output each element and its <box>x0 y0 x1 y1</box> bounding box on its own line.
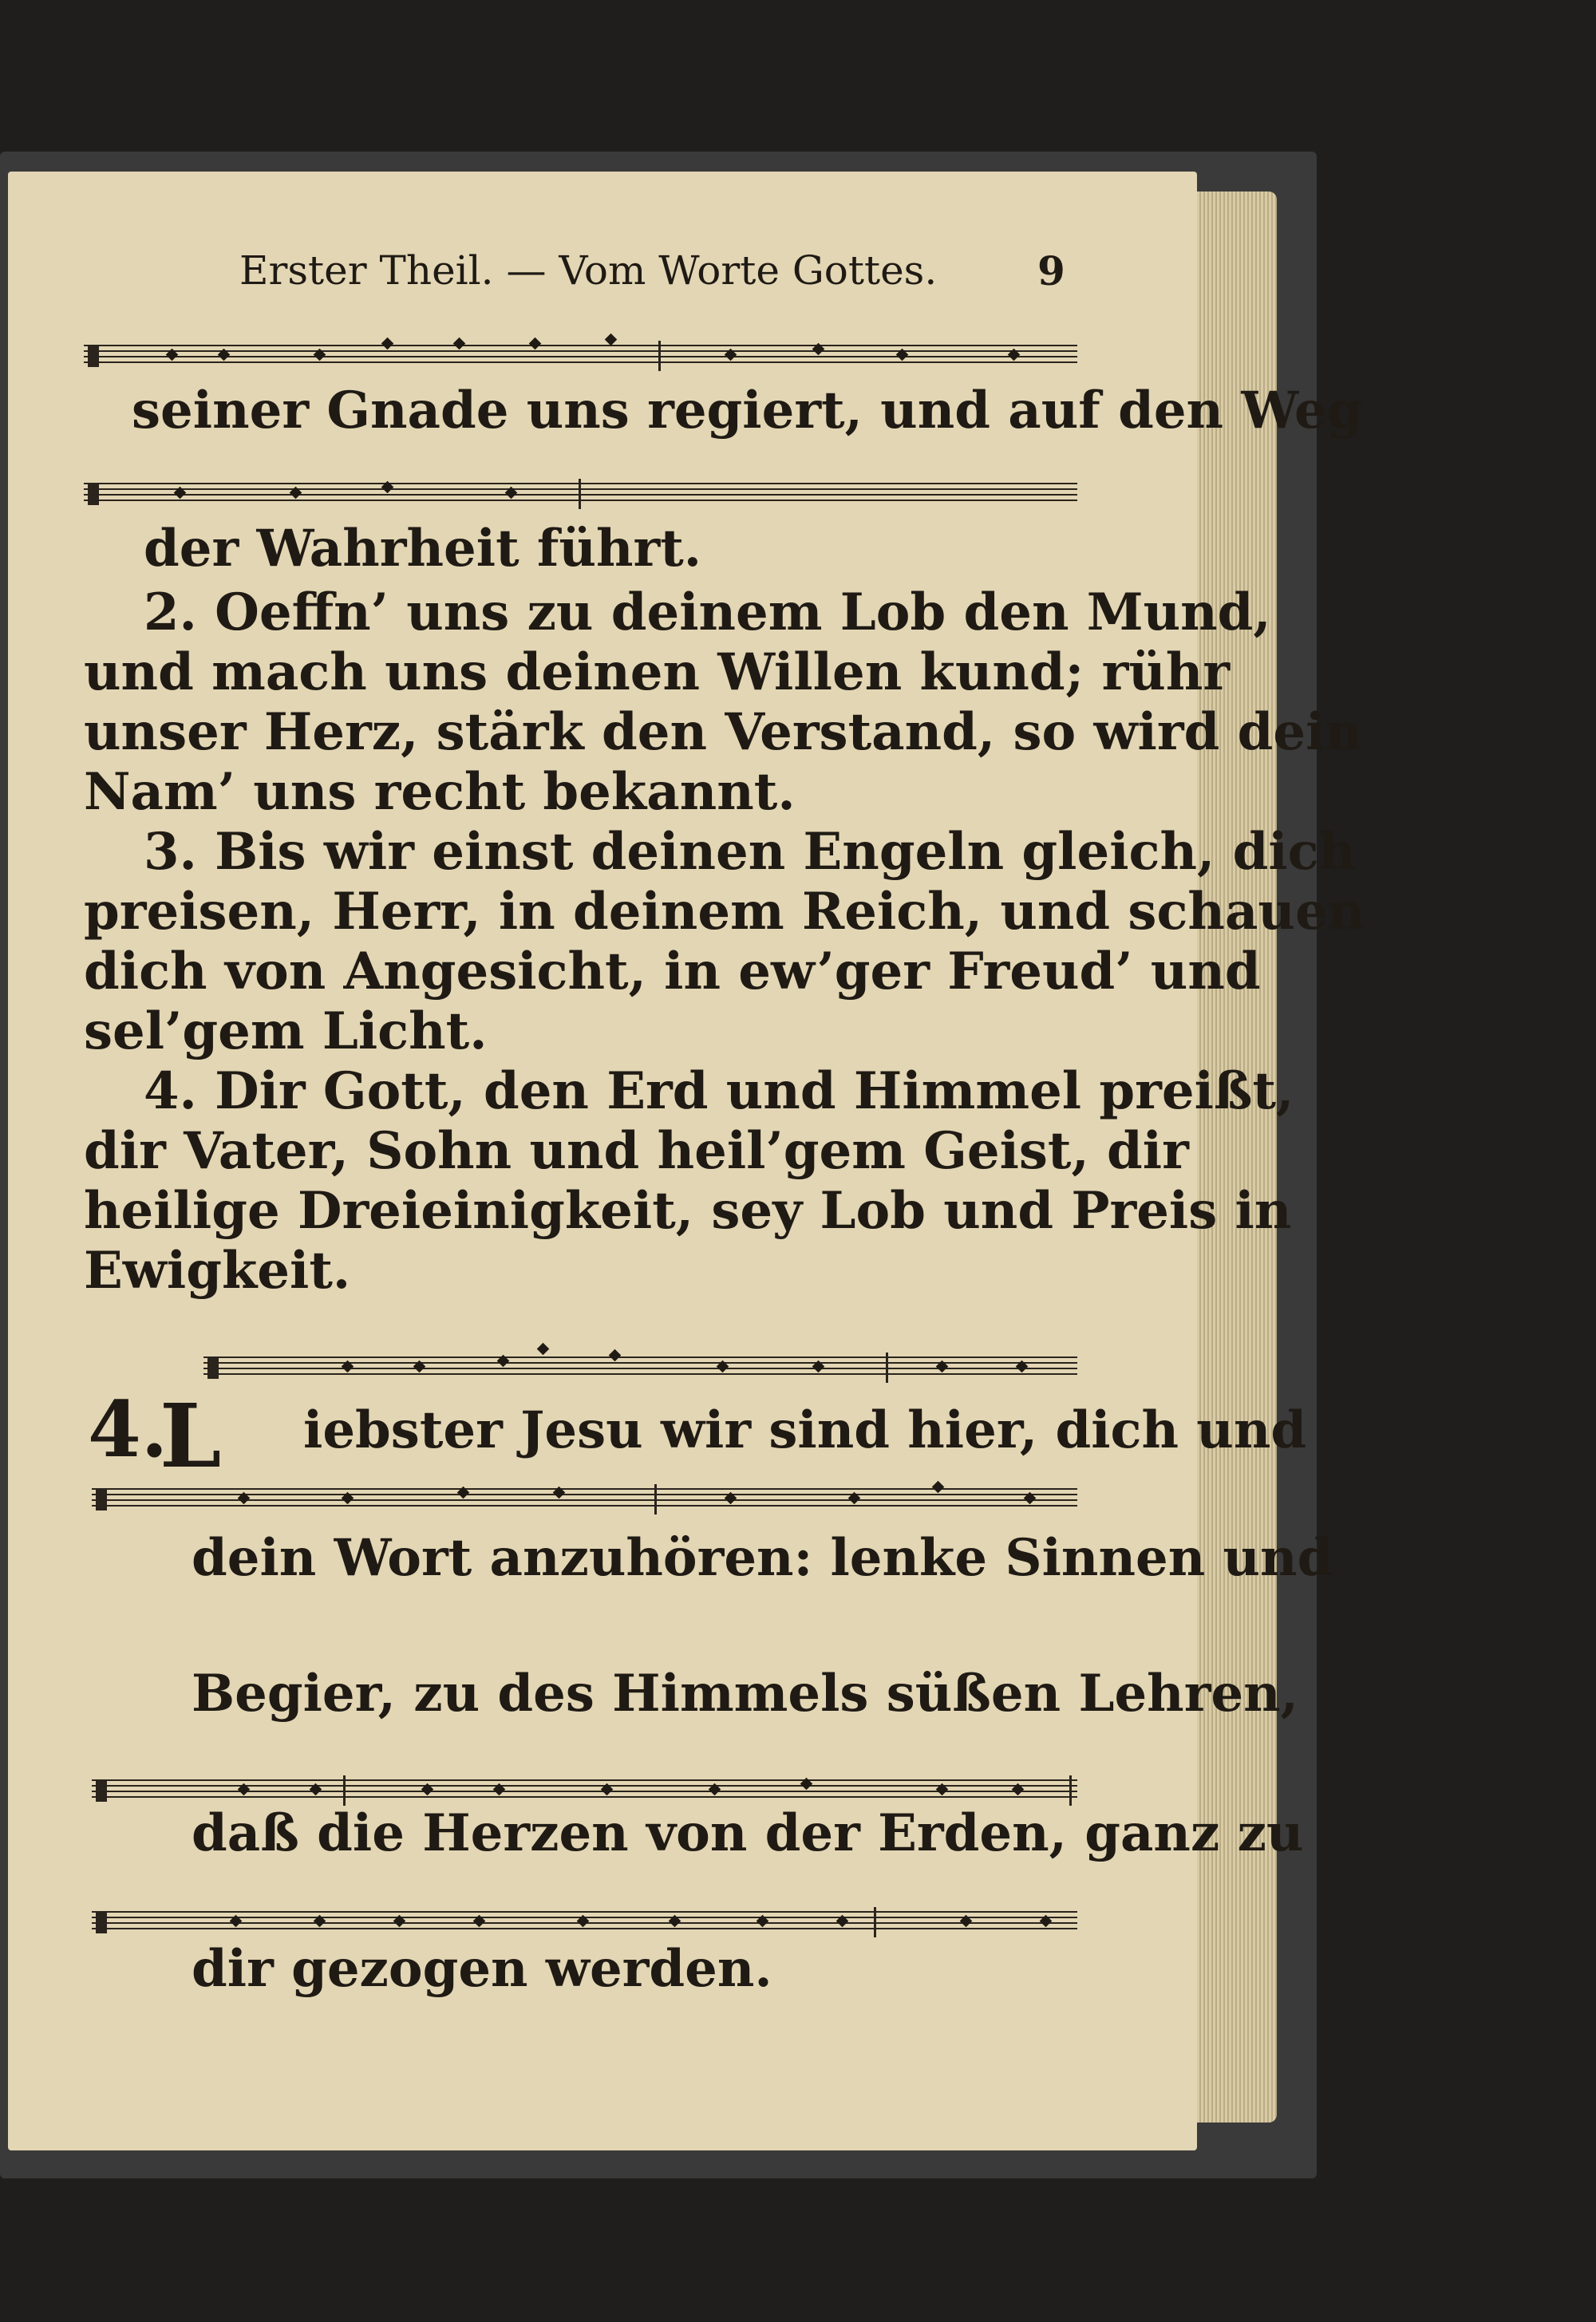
verse-line: unser Herz, stärk den Verstand, so wird dein <box>84 702 1362 762</box>
verse-line: Ewigkeit. <box>84 1241 351 1301</box>
hymn-lyric-line: iebster Jesu wir sind hier, dich und <box>303 1400 1307 1460</box>
verse-line: dich von Angesicht, in ew’ger Freud’ und <box>84 942 1261 1001</box>
hymn-initial: L <box>160 1384 222 1487</box>
hymn-lyric-line: dir gezogen werden. <box>192 1939 772 1999</box>
hymn-lyric-line: daß die Herzen von der Erden, ganz zu <box>192 1803 1304 1863</box>
verse-line: heilige Dreieinigkeit, sey Lob und Preis in <box>84 1181 1292 1241</box>
music-lyric-line: seiner Gnade uns regiert, und auf den Weg <box>132 381 1363 440</box>
running-title: Erster Theil. — Vom Worte Gottes. <box>239 247 938 294</box>
verse-line: 3. Bis wir einst deinen Engeln gleich, dich <box>144 822 1357 882</box>
hymn-number: 4. <box>88 1384 168 1475</box>
page-number: 9 <box>1037 247 1065 294</box>
verse-line: und mach uns deinen Willen kund; rühr <box>84 642 1231 702</box>
music-lyric-line: der Wahrheit führt. <box>144 519 702 579</box>
hymn-lyric-line: dein Wort anzuhören: lenke Sinnen und <box>192 1528 1333 1588</box>
verse-line: preisen, Herr, in deinem Reich, und schauen <box>84 882 1365 942</box>
verse-line: dir Vater, Sohn und heil’gem Geist, dir <box>84 1121 1189 1181</box>
verse-line: 2. Oeffn’ uns zu deinem Lob den Mund, <box>144 582 1271 642</box>
verse-line: 4. Dir Gott, den Erd und Himmel preißt, <box>144 1061 1294 1121</box>
verse-line: Nam’ uns recht bekannt. <box>84 762 796 822</box>
hymn-lyric-line: Begier, zu des Himmels süßen Lehren, <box>192 1664 1298 1724</box>
book-page <box>8 172 1365 2150</box>
verse-line: sel’gem Licht. <box>84 1001 488 1061</box>
